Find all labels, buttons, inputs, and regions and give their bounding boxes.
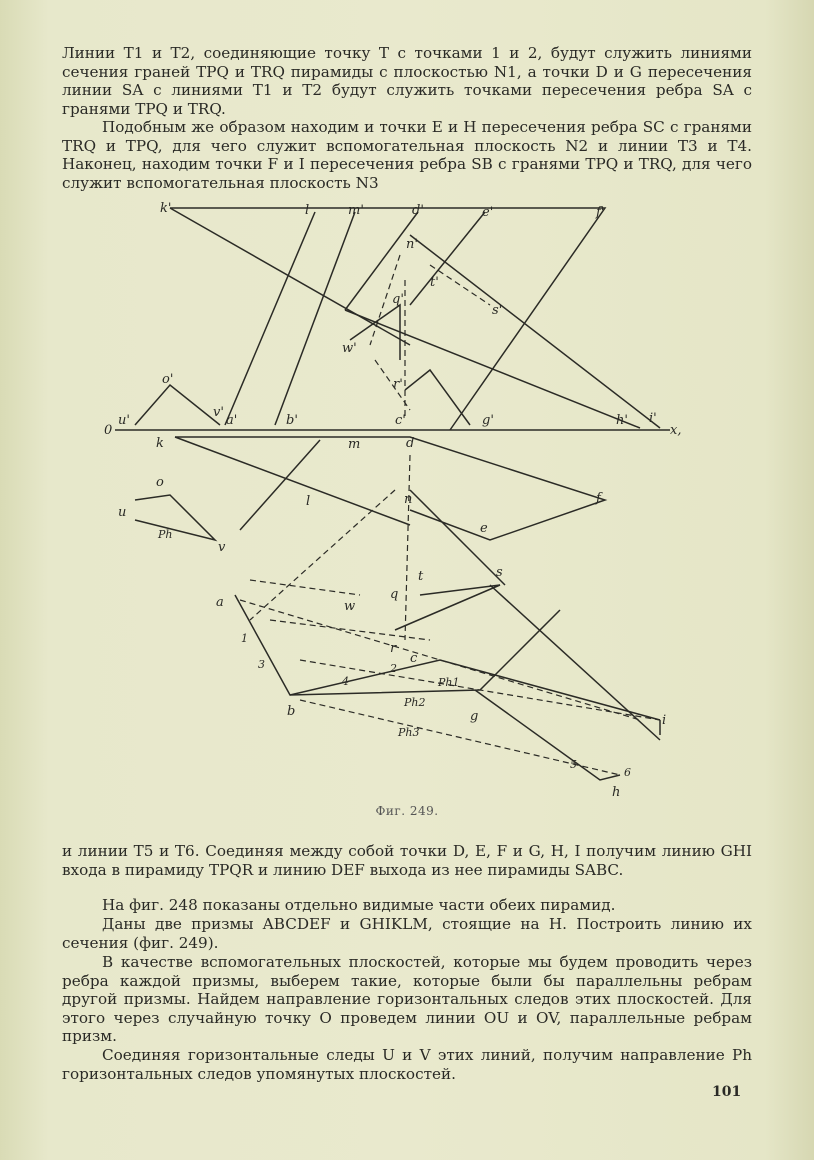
label-five: 5 [570, 758, 577, 771]
label-ip: i' [649, 411, 657, 426]
label-b: b [287, 704, 296, 719]
label-f: f [596, 491, 601, 506]
paragraph-7: Соединяя горизонтальные следы U и V этих линий, получим направление Ph горизонтальных следов упомянутых плоскостей. [62, 1046, 752, 1083]
label-n: n [404, 492, 413, 507]
upper-edge-l [225, 212, 315, 425]
label-ph: Ph [158, 528, 173, 541]
hidden-9 [270, 620, 430, 640]
label-q: q [390, 587, 399, 602]
label-two: 2 [390, 662, 397, 675]
upper-edge-f [410, 235, 660, 428]
label-u: u [118, 505, 127, 520]
figure-249-drawing [100, 196, 700, 796]
label-mp: m' [348, 203, 364, 218]
label-qp: q' [392, 292, 404, 307]
upper-prism-1 [170, 208, 605, 430]
label-zero: 0 [104, 423, 113, 438]
label-i: i [662, 713, 667, 728]
hidden-11 [250, 490, 395, 620]
label-three: 3 [258, 658, 265, 671]
label-bp: b' [286, 413, 298, 428]
label-c: c [410, 651, 418, 666]
upper-small-triangle [350, 305, 400, 360]
label-ap: a' [226, 413, 238, 428]
label-t: t [418, 569, 424, 584]
label-dp: d' [412, 203, 424, 218]
figure-caption: Фиг. 249. [375, 804, 439, 818]
label-ph3: Ph3 [398, 726, 420, 739]
label-l: l [306, 494, 311, 509]
lower-t-triangle [395, 585, 500, 630]
lower-diagonal [490, 585, 660, 740]
upper-o-triangle [135, 385, 220, 425]
label-g: g [470, 709, 479, 724]
lower-l-edge [240, 440, 320, 530]
label-e: e [480, 521, 488, 536]
label-six: 6 [624, 766, 631, 779]
label-sp: s' [492, 303, 503, 318]
label-gp: g' [482, 413, 494, 428]
label-rp: r' [393, 377, 403, 392]
label-fp: f' [596, 205, 605, 220]
label-four: 4 [342, 675, 349, 688]
label-a: a [216, 595, 224, 610]
label-k: k [156, 436, 164, 451]
label-tp: t' [430, 275, 439, 290]
upper-r-branch [405, 370, 470, 425]
hidden-5 [404, 455, 413, 640]
hidden-2 [430, 265, 490, 305]
label-r: r [390, 641, 397, 656]
label-h: h [612, 785, 621, 796]
label-up: u' [118, 413, 130, 428]
label-one: 1 [241, 632, 248, 645]
label-np: n' [406, 237, 418, 252]
label-vp: v' [213, 405, 224, 420]
paragraph-6: В качестве вспомогательных плоскостей, которые мы будем проводить через ребра каждой призмы, выберем такие, которые были бы параллельны ребрам другой призмы. Найдем направление горизонтальных следов этих плоскостей. Для этого через случайную точку O проведем линии OU и OV, параллельные ребрам призм. [62, 953, 752, 1046]
label-x: x, [670, 423, 682, 438]
label-lp: l [305, 203, 310, 218]
label-m: m [348, 437, 361, 452]
lower-top-edge [175, 437, 605, 540]
paragraph-4: На фиг. 248 показаны отдельно видимые части обеих пирамид. [102, 896, 616, 914]
label-ep: e' [482, 205, 494, 220]
upper-edge-d [345, 212, 418, 310]
label-w: w [344, 599, 356, 614]
upper-edge-k [170, 208, 410, 345]
label-op: o' [162, 372, 174, 387]
label-hp: h' [616, 413, 628, 428]
lower-k-edge [175, 437, 413, 525]
label-kp: k' [160, 201, 172, 216]
hidden-10 [250, 580, 360, 595]
label-o: o [156, 475, 164, 490]
label-v: v [218, 540, 226, 555]
lower-uov-triangle [135, 495, 215, 540]
label-cp: c' [395, 413, 406, 428]
paragraph-1: Линии T1 и T2, соединяющие точку T с точками 1 и 2, будут служить линиями сечения граней TPQ и TRQ пирамиды с плоскостью N1, а точки D и G пересечения линии SA с линиями T1 и T2 будут служить точками пересечения ребра SA с гранями TPQ и TRQ. [62, 44, 752, 118]
label-ph2: Ph2 [404, 696, 426, 709]
label-ph1: Ph1 [438, 676, 460, 689]
upper-edge-s [345, 310, 640, 428]
page-number: 101 [712, 1084, 742, 1100]
paragraph-2: Подобным же образом находим и точки E и H пересечения ребра SC с гранями TRQ и TPQ, для чего служит вспомогательная плоскость N2 и линии T3 и T4. Наконец, находим точки F и I пересечения ребра SB с гранями TPQ и TRQ, для чего служит вспомогательная плоскость N3 [62, 118, 752, 192]
label-d: d [406, 436, 415, 451]
label-wp: w' [342, 341, 357, 356]
figure-249 [100, 196, 700, 796]
paragraph-3: и линии T5 и T6. Соединяя между собой точки D, E, F и G, H, I получим линию GHI входа в пирамиду TPQR и линию DEF выхода из нее пирамиды SABC. [62, 842, 752, 879]
label-s: s [496, 565, 503, 580]
lower-n-edge [410, 490, 505, 585]
upper-edge-m [275, 212, 355, 425]
upper-edge-e [410, 212, 485, 305]
hidden-lines [240, 255, 660, 775]
paragraph-5: Даны две призмы ABCDEF и GHIKLM, стоящие на H. Построить линию их сечения (фиг. 249). [62, 915, 752, 952]
